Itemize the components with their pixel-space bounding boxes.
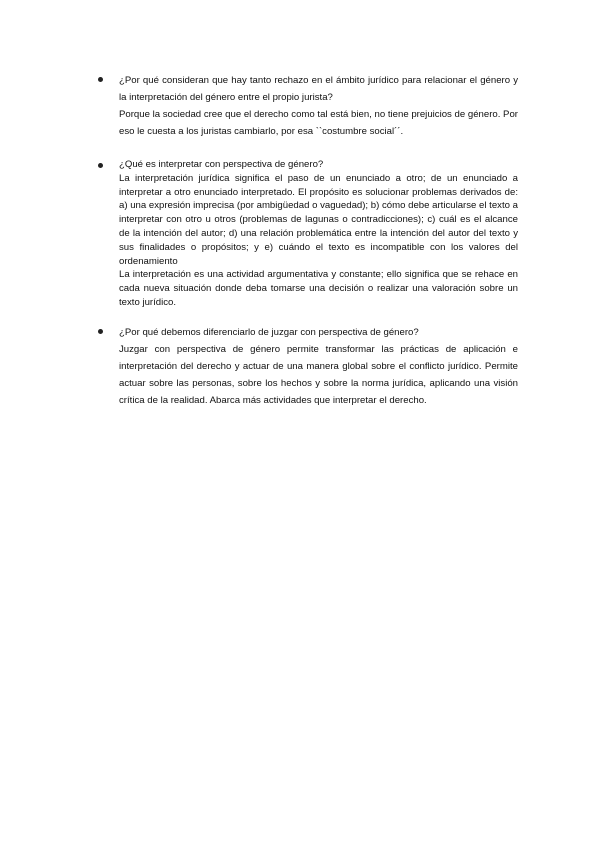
answer-paragraph: Porque la sociedad cree que el derecho como tal está bien, no tiene prejuicios de género. Por eso le cuesta a los juristas cambiarlo, por esa ``costumbre social´´. — [119, 109, 518, 137]
list-item — [98, 158, 518, 310]
question-text: ¿Por qué consideran que hay tanto rechazo en el ámbito jurídico para relacionar el género y la interpretación del género entre el propio jurista? — [119, 75, 518, 103]
list-item — [98, 72, 518, 140]
list-item — [98, 324, 518, 409]
list-item-content — [119, 72, 518, 140]
list-item-content — [119, 324, 518, 409]
answer-paragraph: La interpretación es una actividad argumentativa y constante; ello significa que se rehace en cada nueva situación donde deba tomarse una decisión o realizar una valoración sobre un texto jurídico. — [119, 269, 518, 308]
bullet-icon — [98, 329, 103, 334]
list-item-content — [119, 158, 518, 310]
answer-paragraph: La interpretación jurídica significa el paso de un enunciado a otro; de un enunciado a interpretar a otro enunciado interpretado. El propósito es solucionar problemas derivados de: a) una expresión imprecisa (por ambigüedad o vaguedad); b) cómo debe articularse el texto a interpretar con otro u otros (problemas de lagunas o contradicciones); c) cuál es el alcance de la intención del autor; d) una relación problemática entre la intención del autor del texto y sus finalidades o propósitos; y e) cuándo el texto es incompatible con los valores del ordenamiento — [119, 172, 518, 267]
question-text: ¿Qué es interpretar con perspectiva de género? — [119, 159, 324, 170]
question-text: ¿Por qué debemos diferenciarlo de juzgar con perspectiva de género? — [119, 327, 419, 338]
bullet-icon — [98, 77, 103, 82]
bullet-icon — [98, 163, 103, 168]
answer-paragraph: Juzgar con perspectiva de género permite transformar las prácticas de aplicación e interpretación del derecho y actuar de una manera global sobre el conflicto jurídico. Permite actuar sobre las personas, sobre los hechos y sobre la norma jurídica, aplicando una visión crítica de la realidad. Abarca más actividades que interpretar el derecho. — [119, 344, 518, 406]
